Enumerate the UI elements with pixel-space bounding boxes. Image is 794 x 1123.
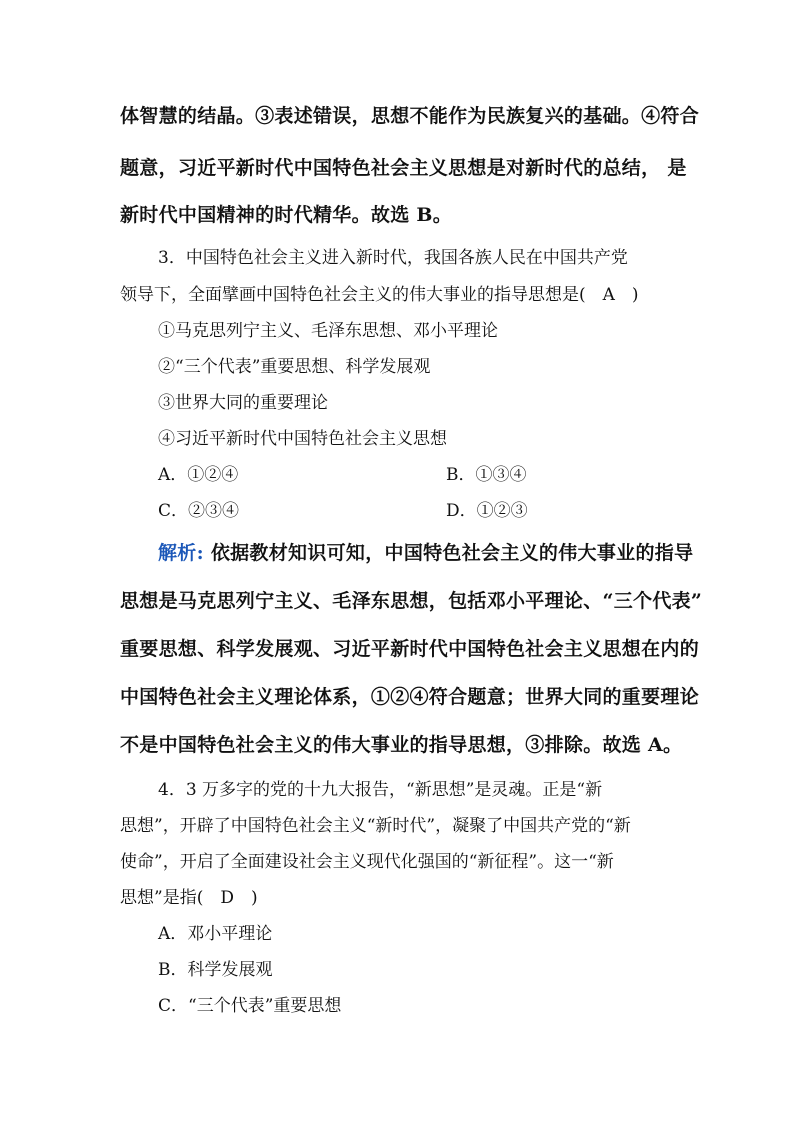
analysis-label: 解析:	[158, 542, 204, 564]
q4-option-c: C．“三个代表”重要思想	[158, 996, 342, 1016]
q3-item-3: ③世界大同的重要理论	[158, 393, 328, 413]
analysis-line-3: 重要思想、科学发展观、习近平新时代中国特色社会主义思想在内的	[120, 638, 700, 660]
q3-option-d: D．①②③	[446, 501, 528, 521]
q3-option-a: A．①②④	[158, 465, 239, 485]
q4-stem-line-2: 思想”，开辟了中国特色社会主义“新时代”，凝聚了中国共产党的“新	[120, 816, 631, 836]
explanation-line-1: 体智慧的结晶。③表述错误，思想不能作为民族复兴的基础。④符合	[120, 105, 700, 127]
q4-stem-line-4: 思想”是指( D )	[120, 888, 258, 908]
explanation-line-3: 新时代中国精神的时代精华。故选 B。	[120, 204, 453, 226]
q4-option-b: B．科学发展观	[158, 960, 273, 980]
q4-stem-line-1: 4．3 万多字的党的十九大报告，“新思想”是灵魂。正是“新	[158, 780, 603, 800]
analysis-line-1	[158, 538, 694, 565]
analysis-line-4: 中国特色社会主义理论体系，①②④符合题意；世界大同的重要理论	[120, 686, 700, 708]
q3-option-c: C．②③④	[158, 501, 240, 521]
q3-stem-line-2: 领导下，全面擘画中国特色社会主义的伟大事业的指导思想是( A )	[120, 285, 639, 305]
q3-item-1: ①马克思列宁主义、毛泽东思想、邓小平理论	[158, 321, 498, 341]
analysis-line-2: 思想是马克思列宁主义、毛泽东思想，包括邓小平理论、“三个代表”	[120, 590, 703, 612]
q3-option-b: B．①③④	[446, 465, 527, 485]
q4-stem-line-3: 使命”，开启了全面建设社会主义现代化强国的“新征程”。这一“新	[120, 852, 614, 872]
analysis-text-1: 依据教材知识可知，中国特色社会主义的伟大事业的指导	[203, 542, 694, 564]
analysis-line-5: 不是中国特色社会主义的伟大事业的指导思想，③排除。故选 A。	[120, 734, 683, 756]
q3-stem-line-1: 3．中国特色社会主义进入新时代，我国各族人民在中国共产党	[158, 248, 628, 268]
explanation-line-2: 题意，习近平新时代中国特色社会主义思想是对新时代的总结， 是	[120, 157, 687, 179]
q3-option-row-1	[158, 460, 527, 485]
q3-option-row-2	[158, 496, 528, 521]
q3-item-2: ②“三个代表”重要思想、科学发展观	[158, 357, 431, 377]
q4-option-a: A．邓小平理论	[158, 924, 273, 944]
q3-item-4: ④习近平新时代中国特色社会主义思想	[158, 429, 447, 449]
